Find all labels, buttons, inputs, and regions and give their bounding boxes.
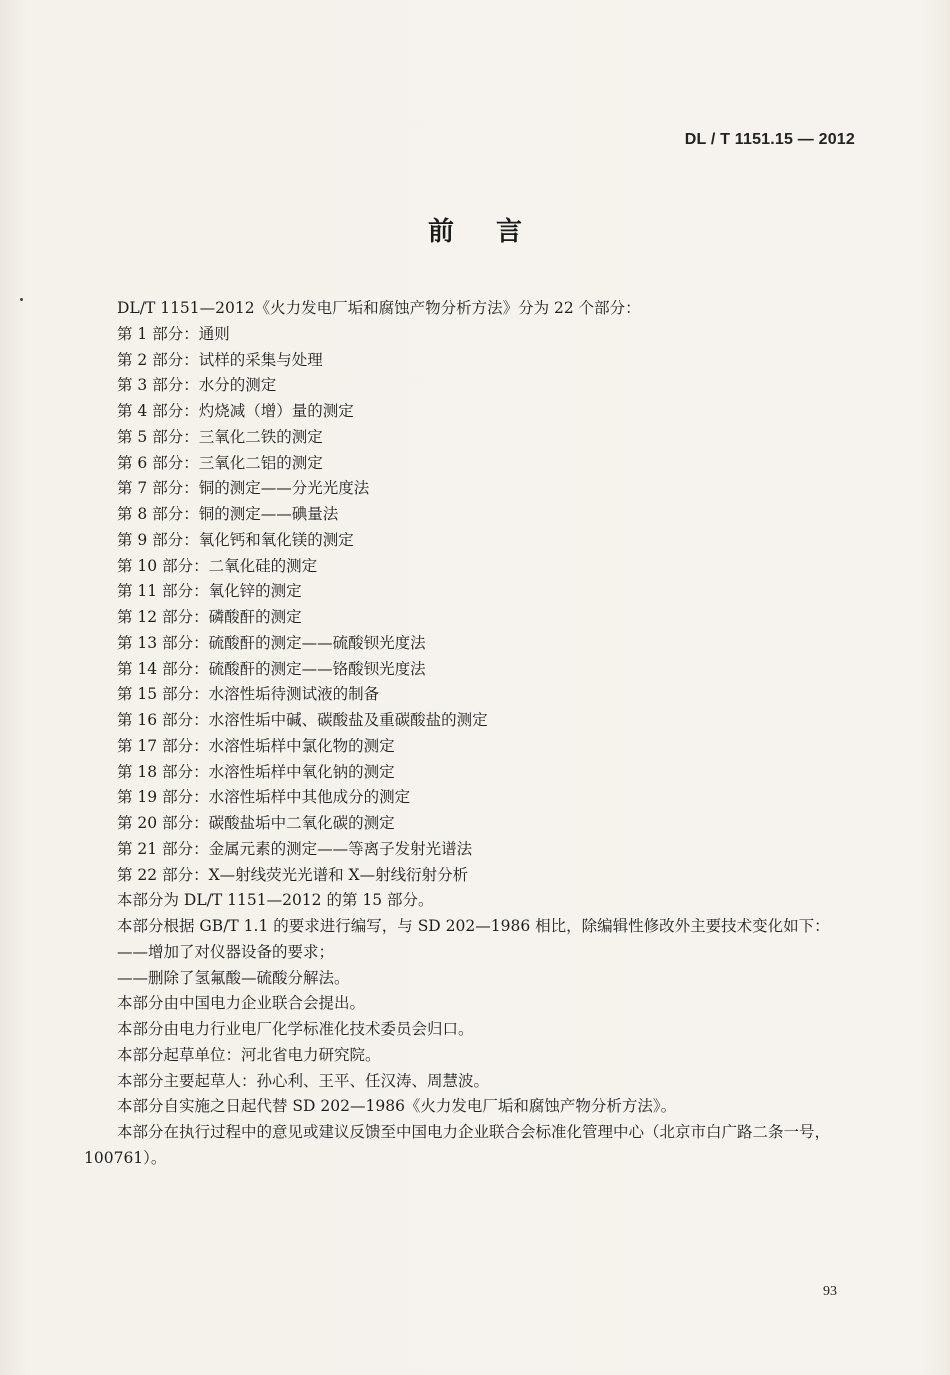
part-item: 第 13 部分：硫酸酐的测定——硫酸钡光度法 (117, 633, 426, 652)
part-item: 第 9 部分：氧化钙和氧化镁的测定 (117, 530, 354, 549)
part-item: 第 1 部分：通则 (117, 324, 230, 343)
part-item: 第 18 部分：水溶性垢样中氧化钠的测定 (117, 762, 395, 781)
standard-code: DL / T 1151.15 — 2012 (684, 131, 855, 148)
part-item: 第 10 部分：二氧化硅的测定 (117, 556, 318, 575)
change-item: ——增加了对仪器设备的要求； (117, 942, 335, 961)
part-item: 第 4 部分：灼烧减（增）量的测定 (117, 402, 354, 420)
committee-statement: 本部分由电力行业电厂化学标准化技术委员会归口。 (117, 1020, 474, 1038)
change-item: ——删除了氢氟酸—硫酸分解法。 (117, 968, 350, 987)
foreword-body (84, 296, 859, 1172)
part-item: 第 5 部分：三氧化二铁的测定 (117, 427, 323, 446)
drafting-unit-statement: 本部分起草单位：河北省电力研究院。 (117, 1045, 381, 1064)
part-item: 第 12 部分：磷酸酐的测定 (117, 608, 302, 626)
replacement-statement: 本部分自实施之日起代替 SD 202—1986《火力发电厂垢和腐蚀产物分析方法》。 (117, 1097, 677, 1116)
proposer-statement: 本部分由中国电力企业联合会提出。 (117, 994, 366, 1013)
part-item: 第 15 部分：水溶性垢待测试液的制备 (117, 685, 380, 704)
page-number: 93 (823, 1284, 837, 1299)
intro-paragraph: DL/T 1151—2012《火力发电厂垢和腐蚀产物分析方法》分为 22 个部分： (117, 299, 641, 317)
part-item: 第 19 部分：水溶性垢样中其他成分的测定 (117, 788, 411, 807)
page-title: 前言 (427, 217, 564, 247)
part-item: 第 22 部分：X—射线荧光光谱和 X—射线衍射分析 (117, 865, 469, 884)
part-item: 第 20 部分：碳酸盐垢中二氧化碳的测定 (117, 814, 395, 832)
part-item: 第 21 部分：金属元素的测定——等离子发射光谱法 (117, 839, 473, 858)
part-item: 第 7 部分：铜的测定——分光光度法 (117, 479, 370, 498)
technical-changes-statement: 本部分根据 GB/T 1.1 的要求进行编写，与 SD 202—1986 相比，除编辑性修改外主要技术变化如下： (117, 917, 830, 935)
part-number-statement: 本部分为 DL/T 1151—2012 的第 15 部分。 (117, 891, 434, 910)
part-item: 第 6 部分：三氧化二铝的测定 (117, 453, 323, 472)
feedback-statement: 本部分在执行过程中的意见或建议反馈至中国电力企业联合会标准化管理中心（北京市白广路二条一号，100761）。 (84, 1123, 831, 1167)
drafters-statement: 本部分主要起草人：孙心利、王平、任汉涛、周慧波。 (117, 1071, 490, 1090)
part-item: 第 14 部分：硫酸酐的测定——铬酸钡光度法 (117, 659, 426, 678)
part-item: 第 8 部分：铜的测定——碘量法 (117, 505, 339, 523)
scan-speck (20, 298, 23, 301)
part-item: 第 17 部分：水溶性垢样中氯化物的测定 (117, 736, 395, 755)
part-item: 第 16 部分：水溶性垢中碱、碳酸盐及重碳酸盐的测定 (117, 711, 488, 729)
part-item: 第 3 部分：水分的测定 (117, 376, 277, 395)
part-item: 第 2 部分：试样的采集与处理 (117, 350, 323, 369)
part-item: 第 11 部分：氧化锌的测定 (117, 582, 302, 601)
